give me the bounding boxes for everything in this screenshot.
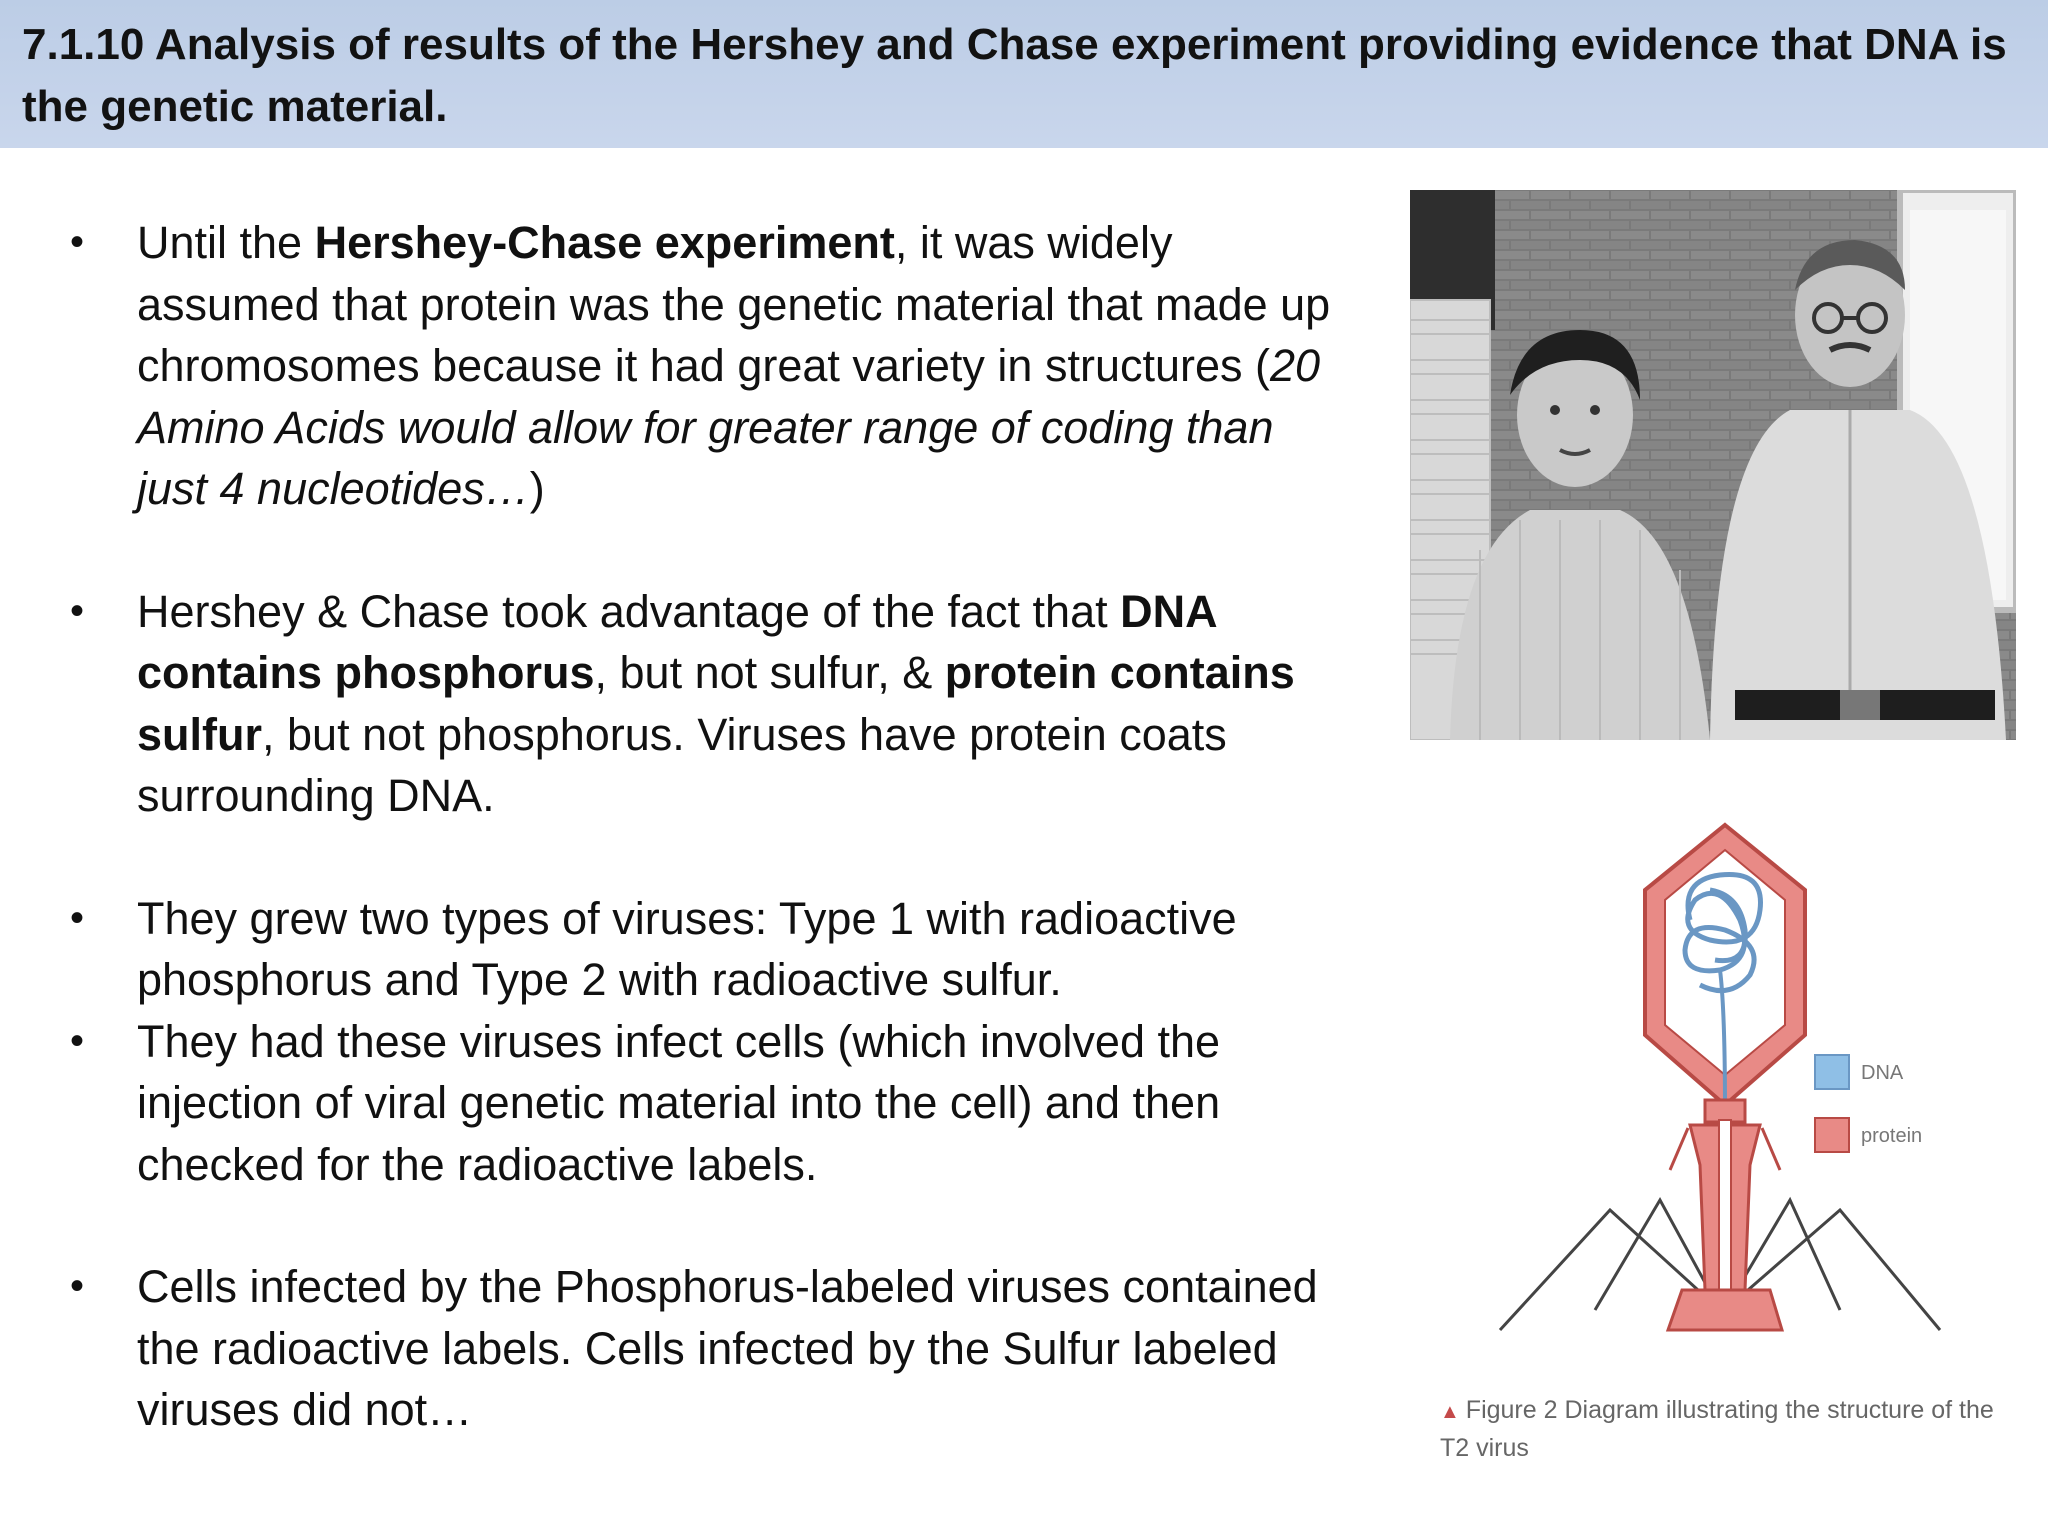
bullet-item [0, 212, 1337, 520]
bullet-bold-text: protein contains sulfur [137, 647, 1295, 760]
bullet-item [0, 581, 1337, 827]
bullet-item [0, 1011, 1337, 1196]
bullet-item [0, 888, 1337, 1011]
bullet-text: Until the [137, 217, 315, 268]
bullet-dot: • [70, 895, 85, 940]
bullet-dot: • [70, 588, 85, 633]
bullet-list [0, 212, 1340, 1441]
bullet-text: Cells infected by the Phosphorus-labeled viruses contained the radioactive labels. Cells infected by the Sulfur labeled viruses did not… [137, 1261, 1318, 1435]
legend-dna-swatch [1815, 1055, 1849, 1089]
bullet-italic-text: 20 Amino Acids would allow for greater range of coding than just 4 nucleotides… [137, 340, 1321, 514]
hershey-chase-photo [1410, 190, 2016, 740]
legend-protein-label: protein [1861, 1125, 1923, 1147]
bullet-text: They had these viruses infect cells (which involved the injection of viral genetic material into the cell) and then checked for the radioactive labels. [137, 1015, 1221, 1190]
caption-triangle-icon: ▲ [1440, 1401, 1460, 1423]
bullet-bold-text: Hershey-Chase experiment [314, 217, 895, 268]
bullet-text: , it was widely assumed that protein was the genetic material that made up chromosomes because it had great variety in structures ( [137, 217, 1331, 391]
slide-title-bar [0, 0, 2048, 148]
bullet-bold-text: DNA contains phosphorus [137, 585, 1216, 698]
bullet-dot: • [70, 220, 85, 264]
figure-caption [1440, 1392, 2020, 1466]
bullet-item [0, 1256, 1337, 1441]
bullet-text: , but not sulfur, & [594, 647, 945, 698]
t2-virus-diagram [1420, 770, 2020, 1470]
base-plate [1668, 1290, 1782, 1330]
caption-text: Figure 2 Diagram illustrating the structure of the T2 virus [1440, 1396, 1994, 1462]
bullet-text: ) [529, 463, 545, 514]
legend-protein-swatch [1815, 1118, 1849, 1152]
tail-collar [1705, 1100, 1745, 1122]
bullet-text: Hershey & Chase took advantage of the fact that [137, 585, 1121, 637]
bullet-dot: • [70, 1018, 85, 1063]
bullet-text: , but not phosphorus. Viruses have protein coats surrounding DNA. [137, 708, 1227, 821]
bullet-text: They grew two types of viruses: Type 1 with radioactive phosphorus and Type 2 with radioactive sulfur. [137, 892, 1237, 1005]
bullet-dot: • [70, 1264, 85, 1308]
legend-dna-label: DNA [1861, 1062, 1904, 1084]
slide-title: 7.1.10 Analysis of results of the Hershey and Chase experiment providing evidence that DNA is the genetic material. [22, 20, 2007, 131]
